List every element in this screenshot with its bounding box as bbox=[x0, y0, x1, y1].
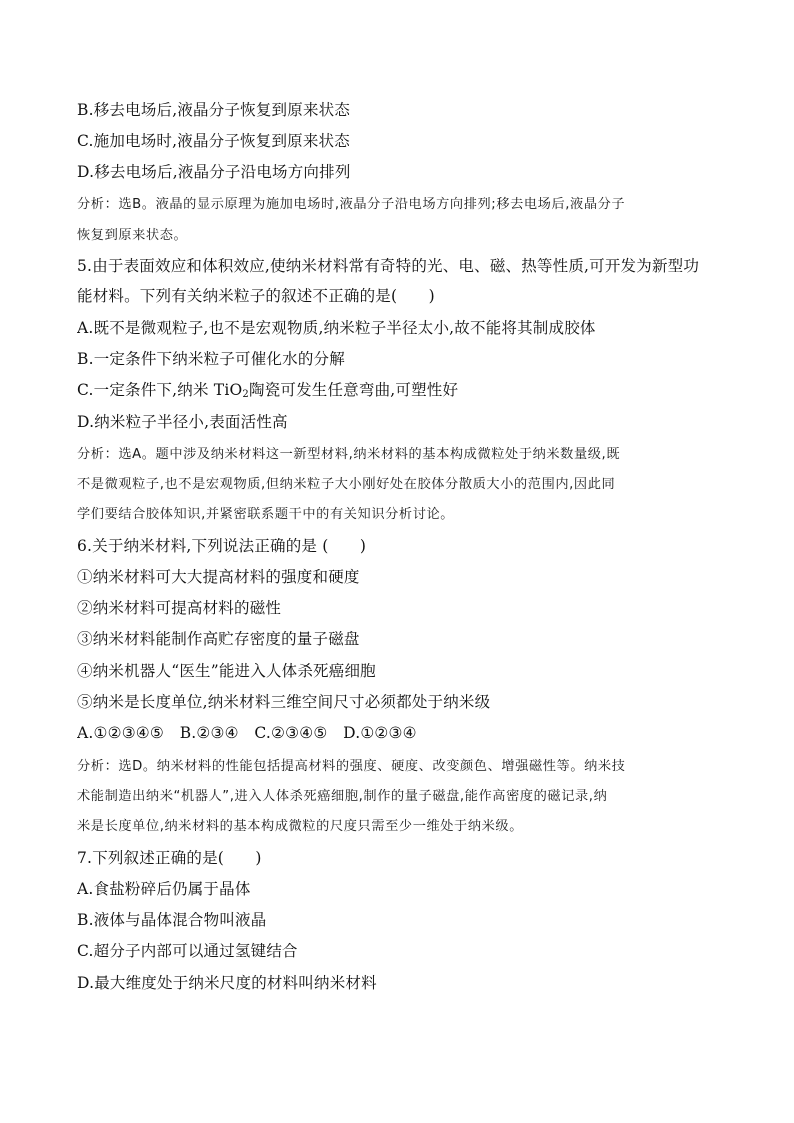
q5-stem-line-2: 能材料。下列有关纳米粒子的叙述不正确的是( ) bbox=[77, 287, 435, 305]
q6-statement-1: ①纳米材料可大大提高材料的强度和硬度 bbox=[77, 568, 360, 586]
q5-analysis-line-1: 分析：选A。题中涉及纳米材料这一新型材料,纳米材料的基本构成微粒处于纳米数量级,既 bbox=[77, 447, 621, 462]
q4-option-b: B.移去电场后,液晶分子恢复到原来状态 bbox=[77, 101, 351, 119]
q5-option-d: D.纳米粒子半径小,表面活性高 bbox=[77, 413, 288, 431]
q5-option-c-suffix: 陶瓷可发生任意弯曲,可塑性好 bbox=[248, 381, 459, 399]
q5-analysis-line-3: 学们要结合胶体知识,并紧密联系题干中的有关知识分析讨论。 bbox=[77, 507, 455, 522]
q7-option-d: D.最大维度处于纳米尺度的材料叫纳米材料 bbox=[77, 974, 377, 992]
q5-analysis-line-2: 不是微观粒子,也不是宏观物质,但纳米粒子大小刚好处在胶体分散质大小的范围内,因此同 bbox=[77, 477, 616, 492]
q5-option-c-prefix: C.一定条件下,纳米 TiO bbox=[77, 381, 243, 399]
q5-option-a: A.既不是微观粒子,也不是宏观物质,纳米粒子半径太小,故不能将其制成胶体 bbox=[77, 319, 596, 337]
q4-option-d: D.移去电场后,液晶分子沿电场方向排列 bbox=[77, 163, 351, 181]
q6-options: A.①②③④⑤ B.②③④ C.②③④⑤ D.①②③④ bbox=[77, 724, 417, 742]
q5-option-c bbox=[77, 380, 727, 400]
q6-analysis-line-3: 米是长度单位,纳米材料的基本构成微粒的尺度只需至少一维处于纳米级。 bbox=[77, 819, 523, 834]
q4-analysis-line-1: 分析：选B。液晶的显示原理为施加电场时,液晶分子沿电场方向排列;移去电场后,液晶分子 bbox=[77, 197, 626, 212]
q7-option-a: A.食盐粉碎后仍属于晶体 bbox=[77, 880, 251, 898]
q7-stem: 7.下列叙述正确的是( ) bbox=[77, 849, 262, 867]
q7-option-b: B.液体与晶体混合物叫液晶 bbox=[77, 911, 267, 929]
q6-stem: 6.关于纳米材料,下列说法正确的是 ( ) bbox=[77, 537, 367, 555]
q4-analysis-line-2: 恢复到原来状态。 bbox=[77, 228, 188, 243]
q6-statement-3: ③纳米材料能制作高贮存密度的量子磁盘 bbox=[77, 630, 360, 648]
q6-statement-2: ②纳米材料可提高材料的磁性 bbox=[77, 599, 282, 617]
q6-analysis-line-2: 术能制造出纳米“机器人”,进入人体杀死癌细胞,制作的量子磁盘,能作高密度的磁记录,纳 bbox=[77, 789, 608, 804]
q5-option-c-subscript: 2 bbox=[242, 389, 249, 400]
q4-option-c: C.施加电场时,液晶分子恢复到原来状态 bbox=[77, 132, 350, 150]
q6-analysis-line-1: 分析：选D。纳米材料的性能包括提高材料的强度、硬度、改变颜色、增强磁性等。纳米技 bbox=[77, 759, 626, 774]
q7-option-c: C.超分子内部可以通过氢键结合 bbox=[77, 942, 298, 960]
q6-statement-5: ⑤纳米是长度单位,纳米材料三维空间尺寸必须都处于纳米级 bbox=[77, 693, 491, 711]
q6-statement-4: ④纳米机器人“医生”能进入人体杀死癌细胞 bbox=[77, 662, 376, 680]
q5-stem-line-1: 5.由于表面效应和体积效应,使纳米材料常有奇特的光、电、磁、热等性质,可开发为新型功 bbox=[77, 257, 700, 275]
q5-option-b: B.一定条件下纳米粒子可催化水的分解 bbox=[77, 350, 345, 368]
